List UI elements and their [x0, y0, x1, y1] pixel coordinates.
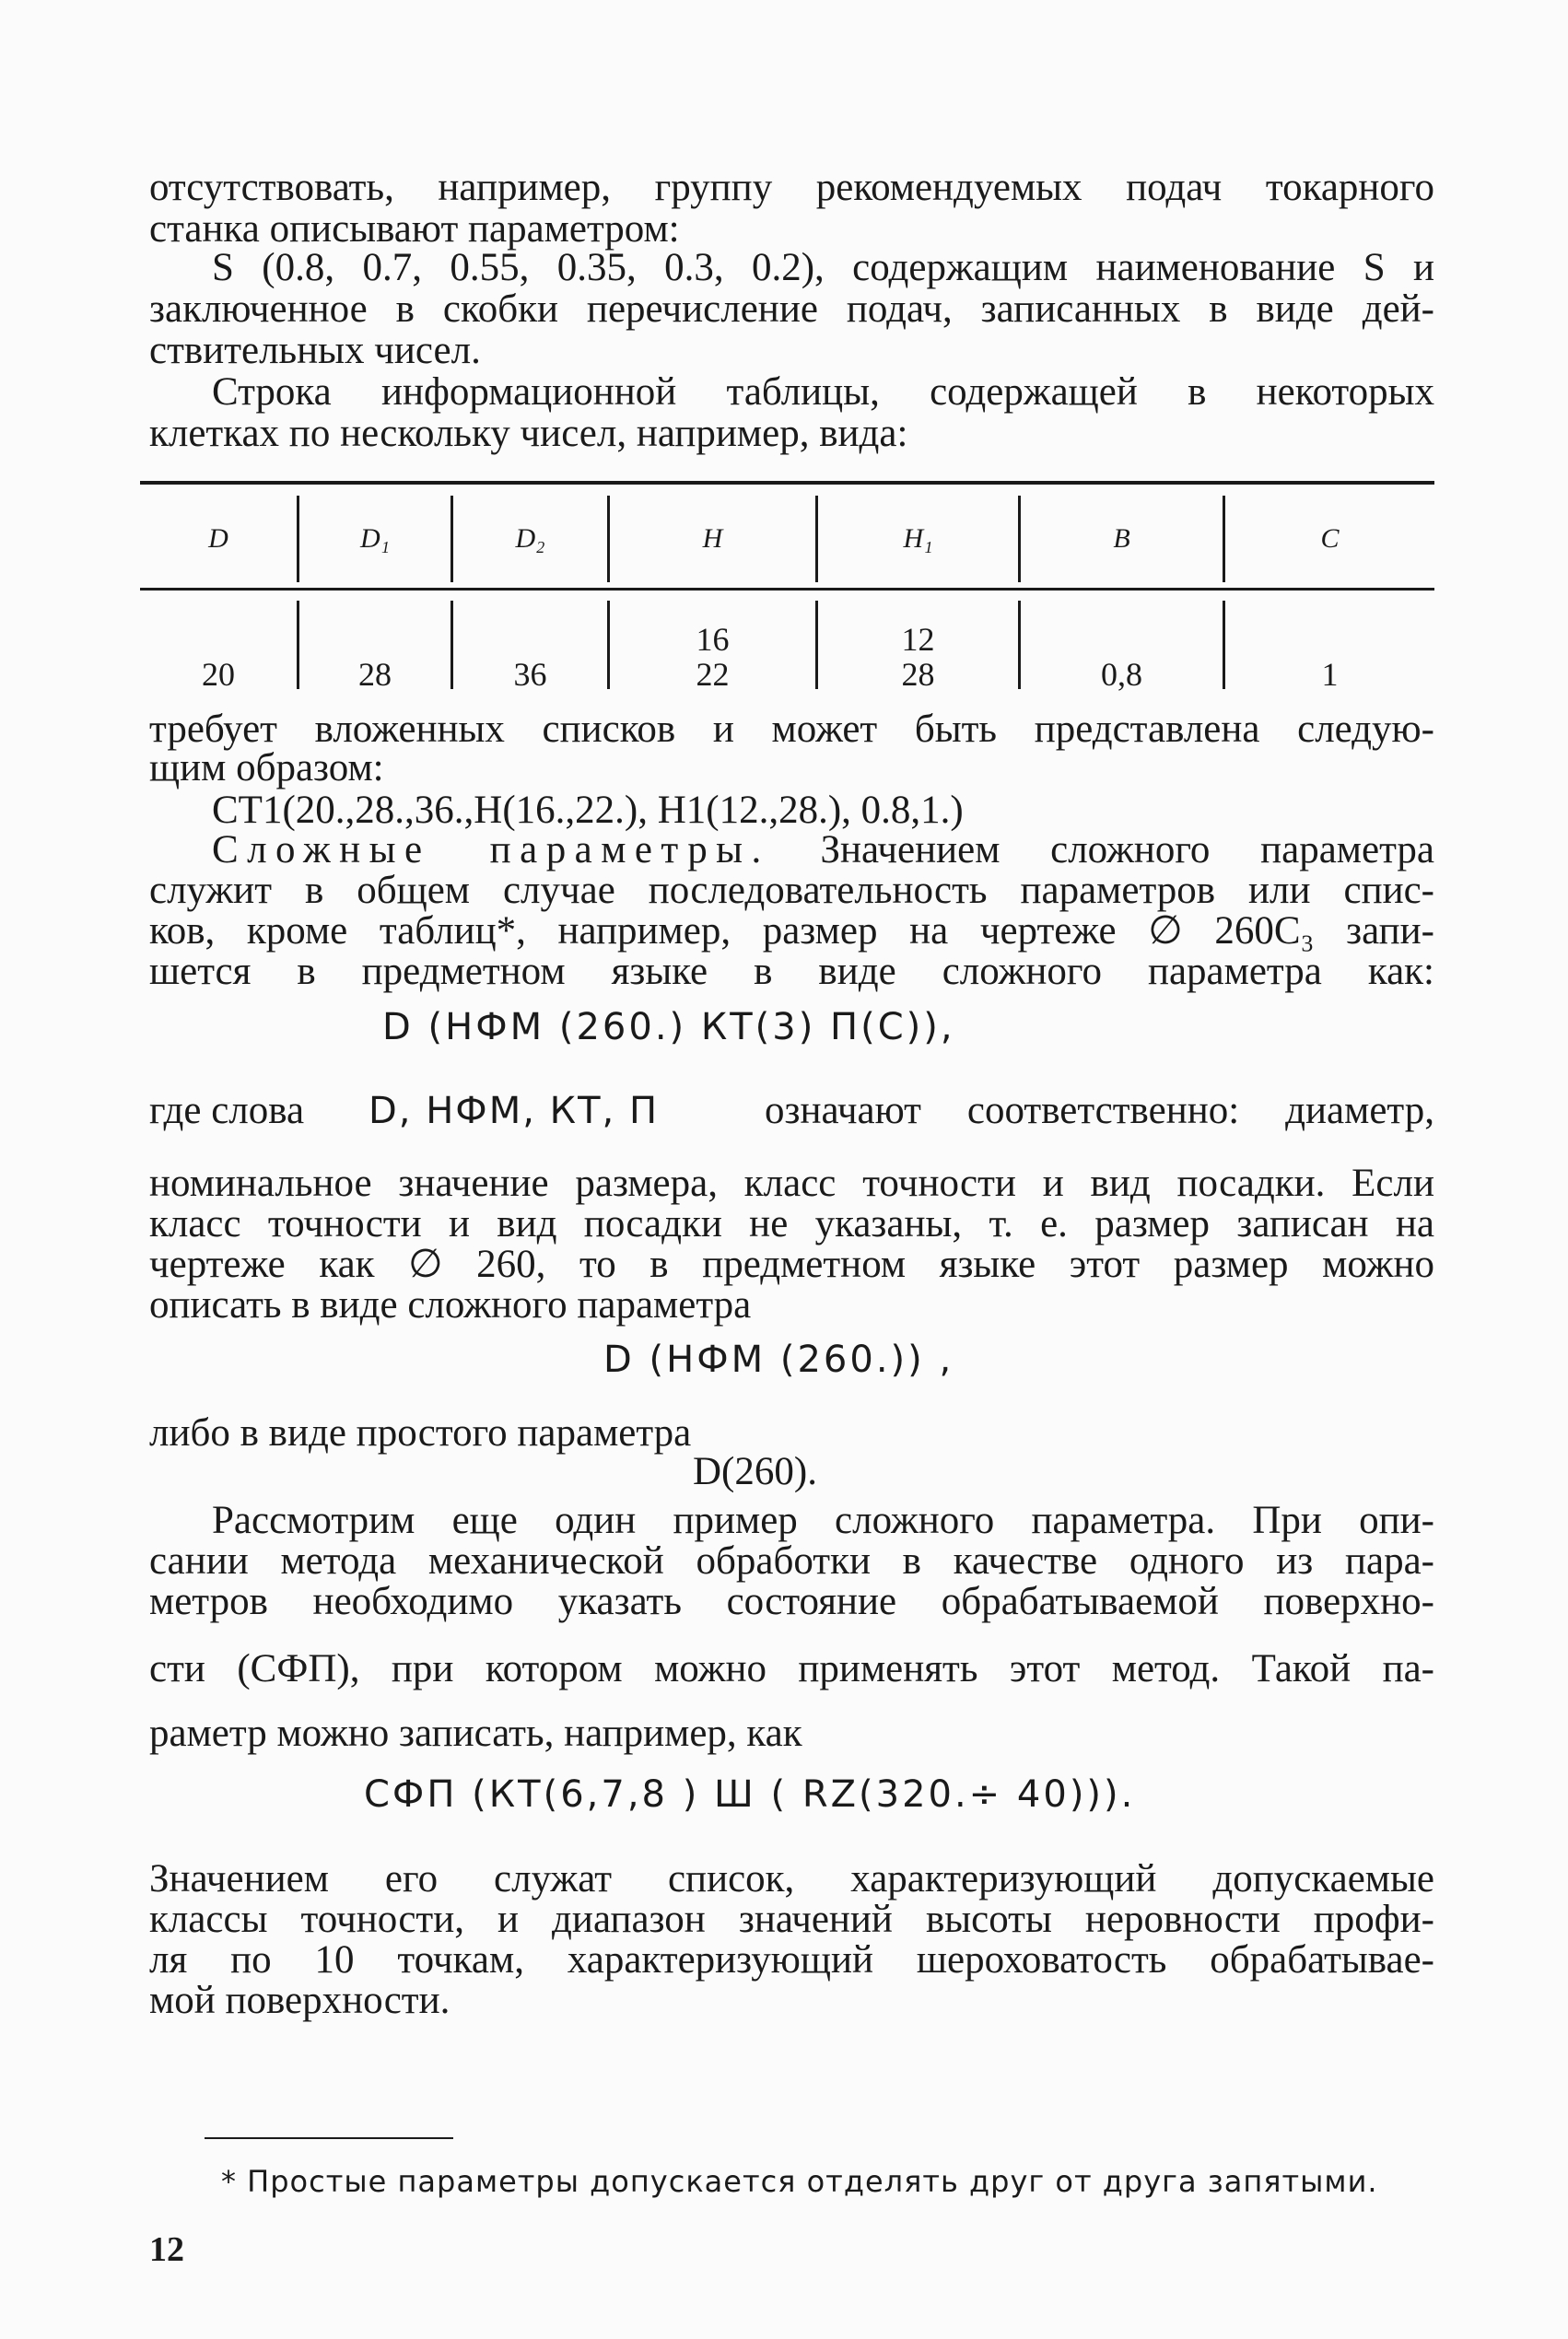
- text-line: сании метода механической обработки в качестве одного из пара-: [149, 1539, 1434, 1583]
- footnote: * Простые параметры допускается отделять друг от друга запятыми.: [221, 2164, 1378, 2199]
- text-line: ков, кроме таблиц*, например, размер на чертеже ∅ 260C₃ запи-: [149, 909, 1434, 953]
- text-line: щим образом:: [149, 746, 384, 789]
- text-line: номинальное значение размера, класс точности и вид посадки. Если: [149, 1162, 1434, 1205]
- text-line: Значением его служат список, характеризующий допускаемые: [149, 1857, 1434, 1900]
- table-header-cell: H₁: [903, 523, 933, 554]
- text-line: Рассмотрим еще один пример сложного параметра. При опи-: [212, 1499, 1434, 1542]
- text-line: станка описывают параметром:: [149, 207, 680, 251]
- table-header-cell: H: [702, 523, 723, 554]
- table-header-rule: [140, 588, 1434, 591]
- text-line: заключенное в скобки перечисление подач, записанных в виде дей-: [149, 287, 1434, 331]
- text-line: ля по 10 точкам, характеризующий шероховатость обрабатывае-: [149, 1938, 1434, 1982]
- formula-d-simple: D(260).: [693, 1450, 817, 1493]
- formula-ct1: CT1(20.,28.,36.,H(16.,22.), H1(12.,28.), 0.8,1.): [212, 789, 964, 832]
- text-line: служит в общем случае последовательность параметров или спис-: [149, 869, 1434, 912]
- text-line: клетках по нескольку чисел, например, вида:: [149, 412, 908, 455]
- text-span: где слова: [149, 1089, 305, 1132]
- text-line: S (0.8, 0.7, 0.55, 0.35, 0.3, 0.2), содержащим наименование S и: [212, 246, 1434, 289]
- page-number: 12: [149, 2230, 184, 2269]
- text-line: отсутствовать, например, группу рекомендуемых подач токарного: [149, 166, 1434, 209]
- word-list: D, НФМ, КТ, П: [369, 1090, 660, 1132]
- table-cell: 28: [901, 656, 935, 693]
- text-line: ствительных чисел.: [149, 329, 481, 372]
- text-line: сти (СФП), при котором можно применять этот метод. Такой па-: [149, 1647, 1434, 1690]
- table-cell: 20: [202, 656, 235, 693]
- text-line: раметр можно записать, например, как: [149, 1712, 802, 1755]
- text-line: либо в виде простого параметра: [149, 1411, 692, 1455]
- table-cell: 28: [358, 656, 392, 693]
- text-span: означают соответственно: диаметр,: [765, 1089, 1434, 1132]
- text-line: метров необходимо указать состояние обрабатываемой поверхно-: [149, 1580, 1434, 1623]
- table-cell: 22: [696, 656, 730, 693]
- table-header-cell: B: [1113, 523, 1130, 554]
- table-cell: 16: [696, 621, 730, 658]
- text-line: класс точности и вид посадки не указаны, т. е. размер записан на: [149, 1202, 1434, 1246]
- table-header-cell: D: [208, 523, 228, 554]
- section-lead: Сложные параметры.: [212, 828, 770, 871]
- table-cell: 1: [1321, 656, 1339, 693]
- table-header-cell: D₁: [359, 523, 391, 554]
- text-line: требует вложенных списков и может быть представлена следую-: [149, 708, 1434, 751]
- table-header-cell: D₂: [515, 523, 545, 554]
- table-cell: 0,8: [1101, 656, 1142, 693]
- formula-sfp: СФП (КТ(6,7,8 ) Ш ( RZ(320.÷ 40))).: [364, 1773, 1136, 1816]
- text-line: мой поверхности.: [149, 1979, 451, 2022]
- table-header-cell: C: [1320, 523, 1340, 554]
- text-line: шется в предметном языке в виде сложного параметра как:: [149, 950, 1434, 993]
- text-line: описать в виде сложного параметра: [149, 1283, 752, 1327]
- text-line: [149, 1087, 1434, 1135]
- text-line: Строка информационной таблицы, содержащей в некоторых: [212, 370, 1434, 414]
- footnote-rule: [205, 2137, 453, 2139]
- text-line: чертеже как ∅ 260, то в предметном языке этот размер можно: [149, 1243, 1434, 1286]
- formula-d-full: D (НФМ (260.) КТ(3) П(С)),: [382, 1006, 955, 1048]
- text-span: Значением сложного параметра: [820, 828, 1435, 871]
- text-line: классы точности, и диапазон значений высоты неровности профи-: [149, 1898, 1434, 1941]
- formula-d-short: D (НФМ (260.)) ,: [603, 1339, 954, 1381]
- table-cell: 36: [513, 656, 547, 693]
- table-cell: 12: [901, 621, 935, 658]
- table-top-rule: [140, 481, 1434, 485]
